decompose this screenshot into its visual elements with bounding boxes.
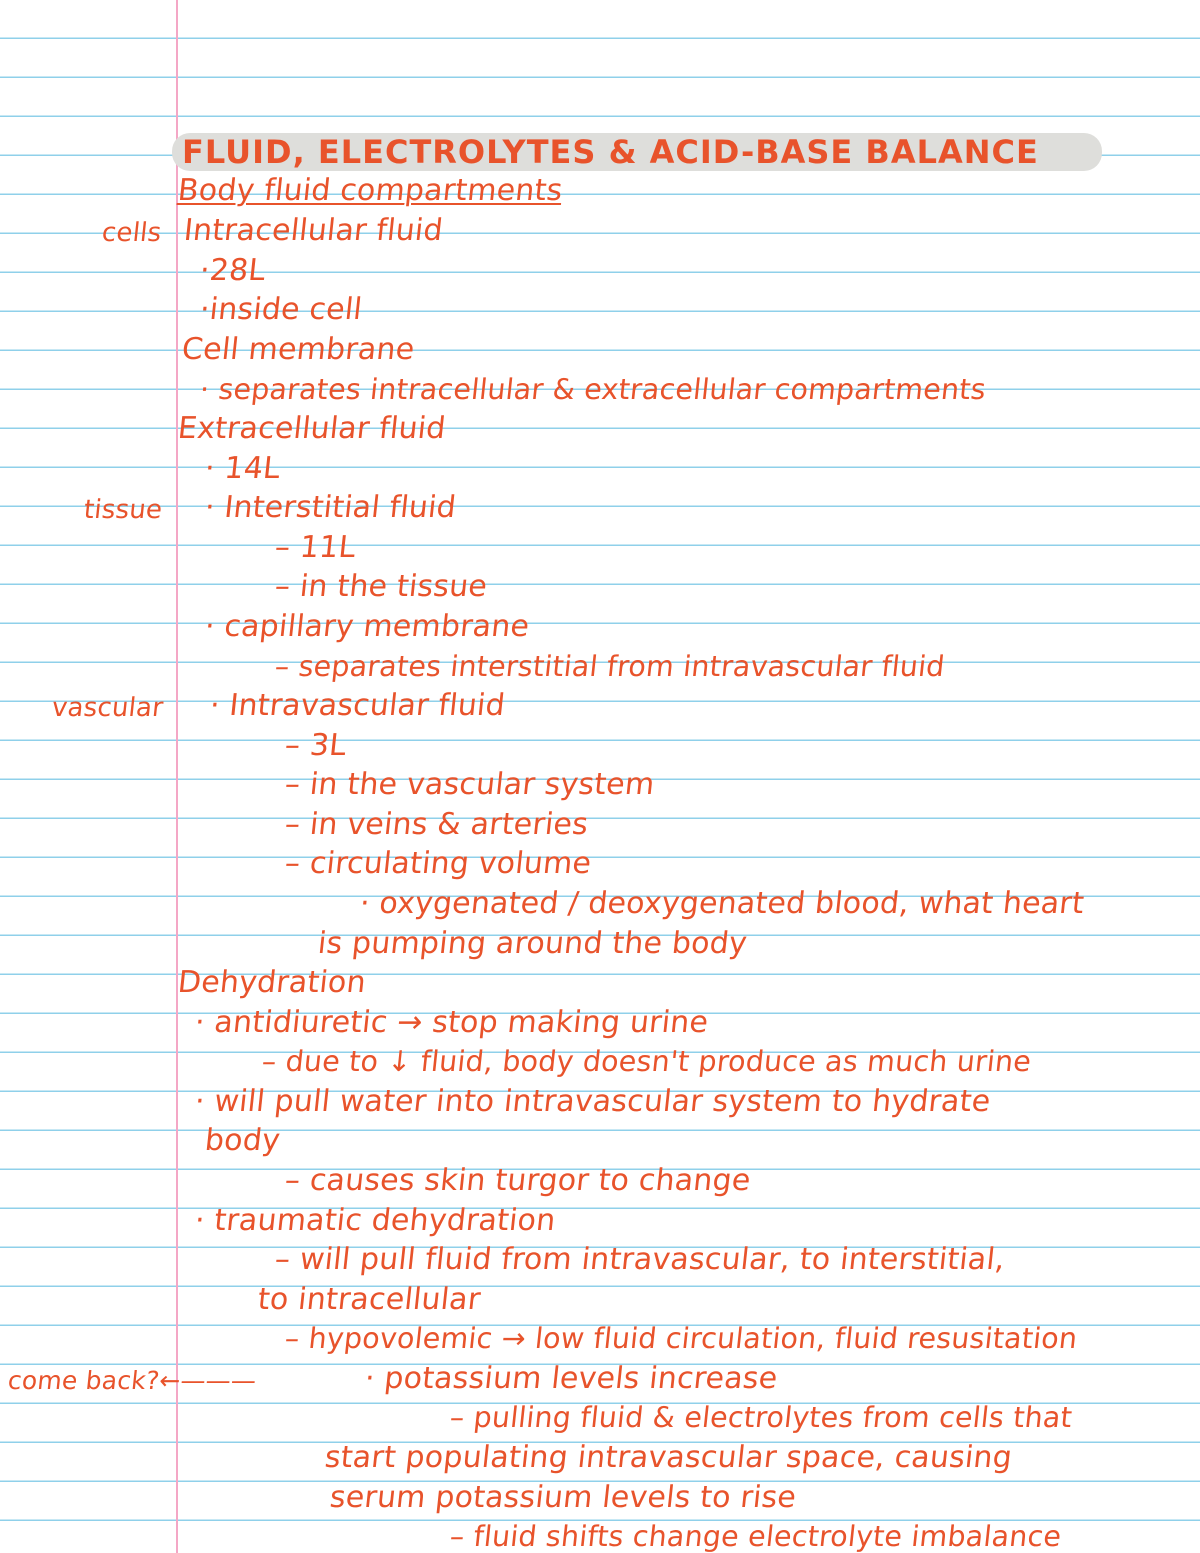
line-extracellular-fluid: Extracellular fluid (176, 411, 448, 446)
line-potassium-levels: · potassium levels increase (363, 1361, 780, 1396)
line-antidiuretic: · antidiuretic → stop making urine (193, 1005, 710, 1040)
line-cell-membrane: Cell membrane (180, 332, 417, 367)
line-pumping-around-body: is pumping around the body (316, 926, 749, 961)
line-skin-turgor: – causes skin turgor to change (283, 1163, 753, 1198)
line-capillary-membrane: · capillary membrane (203, 609, 532, 644)
line-in-vascular-system: – in the vascular system (283, 767, 657, 802)
line-28l: ·28L (198, 253, 268, 288)
margin-note-tissue: tissue (82, 495, 164, 525)
line-hypovolemic: – hypovolemic → low fluid circulation, fluid resusitation (283, 1322, 1079, 1355)
page-title: FLUID, ELECTROLYTES & ACID-BASE BALANCE (182, 133, 1039, 171)
line-start-populating: start populating intravascular space, causing (323, 1440, 1014, 1475)
line-pulling-fluid: – pulling fluid & electrolytes from cells that (448, 1401, 1074, 1434)
line-traumatic-dehydration: · traumatic dehydration (193, 1203, 558, 1238)
line-11l: – 11L (273, 530, 358, 565)
line-separates-compartments: · separates intracellular & extracellular compartments (198, 373, 988, 406)
line-to-intracellular: to intracellular (256, 1282, 483, 1317)
margin-note-cells: cells (100, 218, 163, 248)
heading-body-fluid-compartments: Body fluid compartments (176, 173, 565, 208)
line-circulating-volume: – circulating volume (283, 846, 594, 881)
line-pull-water: · will pull water into intravascular system to hydrate (193, 1084, 993, 1119)
line-body: body (203, 1123, 282, 1158)
line-intracellular-fluid: Intracellular fluid (182, 213, 445, 248)
margin-note-vascular: vascular (50, 693, 165, 723)
margin-line (176, 0, 178, 1553)
line-serum-potassium: serum potassium levels to rise (328, 1480, 798, 1515)
line-in-veins-arteries: – in veins & arteries (283, 807, 590, 842)
line-oxygenated-blood: · oxygenated / deoxygenated blood, what heart (358, 886, 1086, 921)
line-inside-cell: ·inside cell (198, 292, 364, 327)
heading-dehydration: Dehydration (176, 965, 368, 1000)
margin-note-come-back: come back?←——— (6, 1366, 258, 1395)
line-due-to-fluid: – due to ↓ fluid, body doesn't produce as much urine (260, 1045, 1033, 1078)
line-interstitial-fluid: · Interstitial fluid (203, 490, 458, 525)
line-pull-fluid: – will pull fluid from intravascular, to interstitial, (273, 1242, 1007, 1277)
line-3l: – 3L (283, 728, 349, 763)
line-in-the-tissue: – in the tissue (273, 569, 489, 604)
line-fluid-shifts: – fluid shifts change electrolyte imbalance (448, 1520, 1063, 1553)
line-14l: · 14L (203, 451, 282, 486)
line-separates-interstitial: – separates interstitial from intravascular fluid (273, 650, 947, 683)
line-intravascular-fluid: · Intravascular fluid (208, 688, 507, 723)
